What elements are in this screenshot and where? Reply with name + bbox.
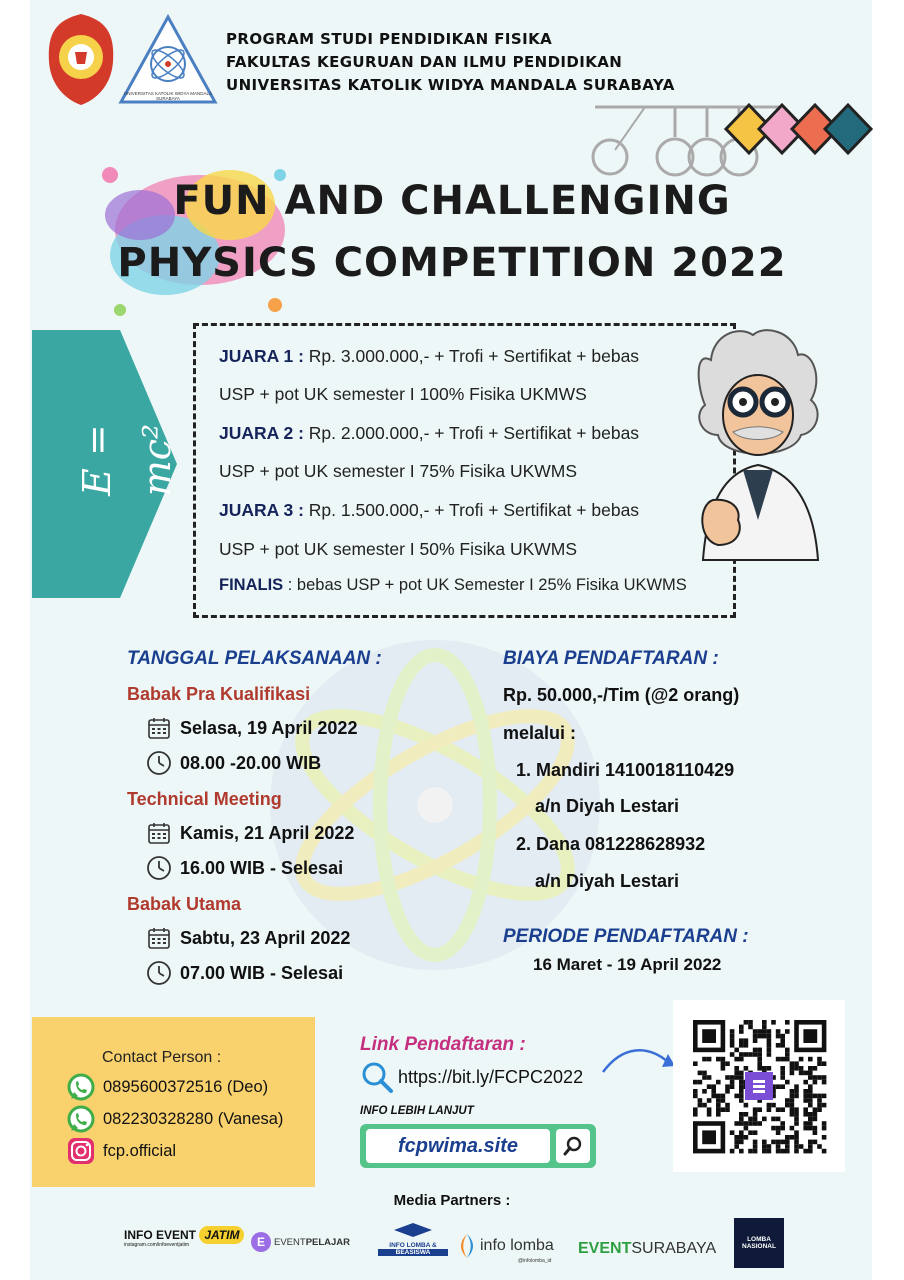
formula-text: E = mc² [75,423,179,497]
partner-1-url: instagram.com/infoeventjatim [124,1242,190,1248]
prize-2-continued: USP + pot UK semester I 75% Fisika UKWMS [219,461,578,481]
round-2-name: Technical Meeting [127,789,282,809]
finalist-label: FINALIS [219,576,284,594]
schedule-heading: TANGGAL PELAKSANAAN : [127,648,382,669]
fee-heading: BIAYA PENDAFTARAN : [503,648,719,669]
payment-method-1 [516,760,734,781]
seal-caption: UNIVERSITAS KATOLIK WIDYA MANDALA SURABAYA [124,91,212,101]
contact-phone-1-text: 0895600372516 (Deo) [103,1077,269,1096]
partner-3-name: INFO LOMBA & [389,1242,437,1249]
prize-1-label: JUARA 1 : [219,346,304,366]
professor-character-illustration [683,320,833,580]
graduation-cap-icon [393,1222,433,1240]
finalist-line [219,576,687,595]
prize-1-continued: USP + pot UK semester I 100% Fisika UKMWS [219,384,587,404]
partner-event-surabaya [578,1240,716,1258]
partner-lomba-nasional [734,1218,784,1268]
colored-diamonds-decoration [724,102,874,156]
clock-icon [146,960,172,986]
round-1-time [146,750,321,776]
search-icon [556,1129,590,1163]
contact-instagram-text: fcp.official [103,1141,177,1160]
more-info-label: INFO LEBIH LANJUT [360,1105,474,1117]
contact-heading: Contact Person : [102,1049,222,1066]
partner-5-name: EVENT [578,1240,632,1257]
clock-icon [146,855,172,881]
partner-1-badge: JATIM [199,1226,244,1244]
paint-splash-decoration [80,135,310,335]
partner-2-name-bold: PELAJAR [305,1236,351,1248]
instagram-icon [66,1136,96,1166]
media-partners-heading: Media Partners : [393,1192,511,1209]
website-button[interactable] [360,1124,596,1168]
prize-2-text: Rp. 2.000.000,- + Trofi + Sertifikat + bebas [303,423,640,443]
website-text: fcpwima.site [366,1129,550,1163]
round-1-name: Babak Pra Kualifikasi [127,684,311,704]
contact-instagram[interactable] [66,1136,176,1166]
round-2-time [146,855,343,881]
partner-2-name: EVENT [274,1236,306,1248]
prize-3-text: Rp. 1.500.000,- + Trofi + Sertifikat + bebas [303,500,640,520]
prize-1-text: Rp. 3.000.000,- + Trofi + Sertifikat + bebas [303,346,640,366]
qr-code-graphic [673,1000,845,1172]
round-2-time-text: 16.00 WIB - Selesai [180,857,344,878]
prize-3-line [219,500,639,521]
payment-method-1-name: Mandiri 1410018110429 [536,760,735,780]
prize-1-line [219,346,639,367]
partner-6-name-2: NASIONAL [742,1243,776,1250]
period-heading: PERIODE PENDAFTARAN : [503,926,749,947]
partner-info-event-jatim [124,1228,244,1248]
partner-5-name-2: SURABAYA [631,1240,717,1257]
payment-method-1-number: 1. [516,760,532,780]
title-line-2: PHYSICS COMPETITION 2022 [117,240,787,286]
payment-method-2 [516,834,705,855]
partner-event-pelajar [251,1232,350,1252]
round-3-date-text: Sabtu, 23 April 2022 [180,927,351,948]
registration-link-url: https://bit.ly/FCPC2022 [398,1066,584,1087]
calendar-icon [146,820,172,846]
round-3-name: Babak Utama [127,894,242,914]
payment-via: melalui : [503,723,577,743]
university-crest-logo [45,12,117,107]
finalist-text: : bebas USP + pot UK Semester I 25% Fisika UKWMS [283,576,687,594]
contact-phone-2[interactable] [66,1104,283,1134]
title-line-1: FUN AND CHALLENGING [173,178,731,224]
contact-phone-2-text: 082230328280 (Vanesa) [103,1109,284,1128]
registration-link[interactable] [360,1060,583,1094]
whatsapp-icon [66,1104,96,1134]
prize-2-label: JUARA 2 : [219,423,304,443]
round-2-date-text: Kamis, 21 April 2022 [180,822,355,843]
partner-info-lomba [457,1232,554,1260]
calendar-icon [146,715,172,741]
round-2-date [146,820,354,846]
partner-1-name: INFO EVENT [124,1228,197,1242]
info-lomba-icon [457,1232,477,1260]
round-3-time [146,960,343,986]
partner-3-sub: BEASISWA [378,1249,448,1256]
round-1-date-text: Selasa, 19 April 2022 [180,717,358,738]
event-pelajar-icon: E [251,1232,271,1252]
partner-6-name: LOMBA [747,1236,771,1243]
header-line-2: FAKULTAS KEGURUAN DAN ILMU PENDIDIKAN [226,53,623,71]
prize-2-line [219,423,639,444]
payment-method-1-holder: a/n Diyah Lestari [535,796,680,816]
payment-method-2-number: 2. [516,834,532,854]
payment-method-2-name: Dana 081228628932 [536,834,706,854]
prize-3-continued: USP + pot UK semester I 50% Fisika UKWMS [219,539,578,559]
calendar-icon [146,925,172,951]
prize-3-label: JUARA 3 : [219,500,304,520]
contact-phone-1[interactable] [66,1072,268,1102]
search-icon [360,1060,394,1094]
qr-code[interactable] [673,1000,845,1172]
partner-4-name: info lomba [480,1237,554,1254]
header-line-1: PROGRAM STUDI PENDIDIKAN FISIKA [226,30,553,48]
partner-info-lomba-beasiswa [378,1222,448,1256]
header-line-3: UNIVERSITAS KATOLIK WIDYA MANDALA SURABAYA [226,76,675,94]
payment-method-2-holder: a/n Diyah Lestari [535,871,680,891]
fee-amount: Rp. 50.000,-/Tim (@2 orang) [503,685,740,705]
arrow-icon [598,1040,678,1080]
registration-link-heading: Link Pendaftaran : [360,1034,526,1055]
period-dates: 16 Maret - 19 April 2022 [533,955,722,974]
partner-4-handle: @infolomba_id [518,1258,552,1264]
clock-icon [146,750,172,776]
round-1-time-text: 08.00 -20.00 WIB [180,752,322,773]
whatsapp-icon [66,1072,96,1102]
round-1-date [146,715,357,741]
round-3-time-text: 07.00 WIB - Selesai [180,962,344,983]
institution-header [226,28,675,97]
round-3-date [146,925,350,951]
